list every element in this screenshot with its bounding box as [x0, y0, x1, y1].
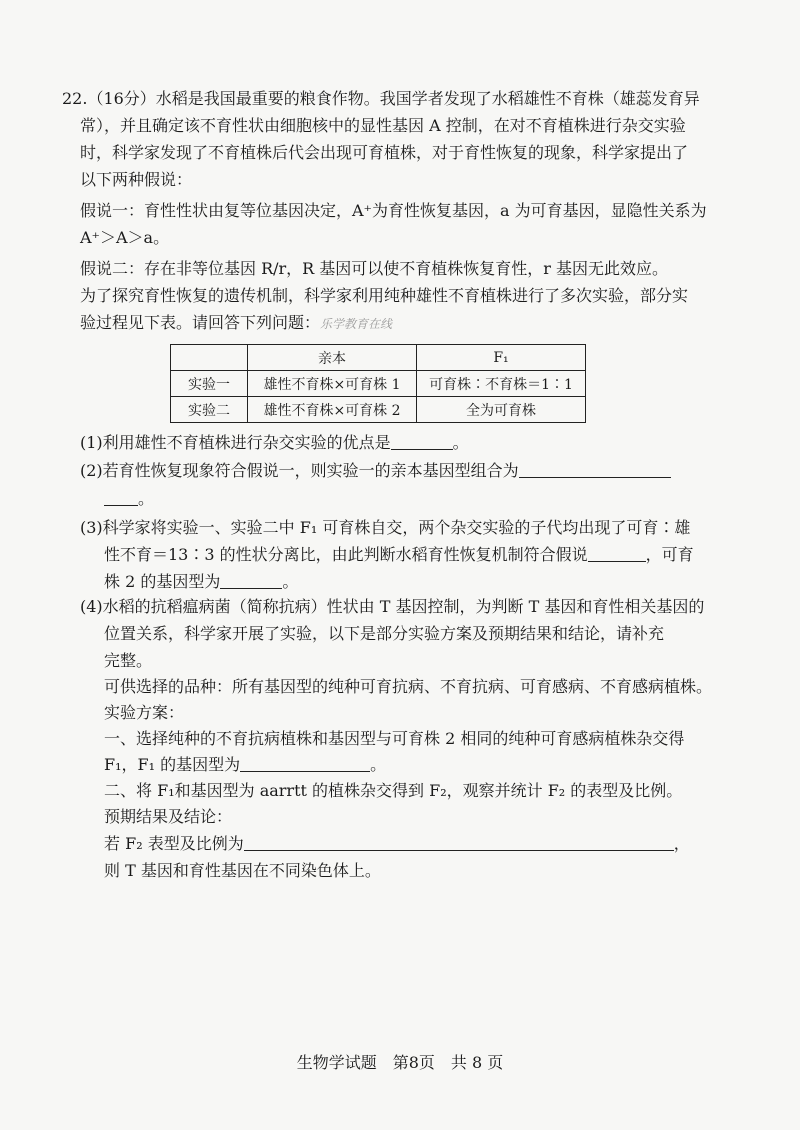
expected-result-text: 若 F₂ 表型及比例为: [104, 834, 244, 853]
table-row: [171, 397, 586, 423]
question-intro-line-2: 常），并且确定该不育性状由细胞核中的显性基因 A 控制，在对不育植株进行杂交实验: [80, 116, 686, 135]
hypothesis-two: 假说二：存在非等位基因 R/r，R 基因可以使不育植株恢复育性，r 基因无此效应。: [80, 259, 669, 278]
footer-subject: 生物学试题: [296, 1053, 377, 1072]
footer-total: 共 8 页: [450, 1053, 504, 1072]
table-header-cell: F₁: [417, 345, 586, 371]
sub-question-3-line-2: [104, 544, 724, 566]
hypothesis-one-line-2: A⁺＞A＞a。: [80, 228, 170, 247]
sub-question-4-line-1: (4)水稻的抗稻瘟病菌（简称抗病）性状由 T 基因控制，为判断 T 基因和育性相关基因的: [80, 597, 705, 616]
answer-blank[interactable]: [240, 755, 370, 772]
punctuation: 。: [370, 755, 387, 774]
watermark: 乐学教育在线: [320, 317, 393, 331]
plan-step-2: 二、将 F₁和基因型为 aarrtt 的植株杂交得到 F₂，观察并统计 F₂ 的表型及比例。: [104, 781, 683, 800]
page-footer: [0, 1050, 800, 1073]
plan-step-1-text: F₁，F₁ 的基因型为: [104, 755, 241, 774]
sub-question-2-cont: [104, 488, 724, 510]
footer-page: 第8页: [392, 1053, 435, 1072]
answer-blank[interactable]: [519, 461, 671, 478]
experiment-intro-line-1: 为了探究育性恢复的遗传机制，科学家利用纯种雄性不育植株进行了多次实验，部分实: [80, 286, 689, 305]
sub-question-3-text: 性不育＝13∶3 的性状分离比，由此判断水稻育性恢复机制符合假说: [104, 545, 588, 564]
punctuation: ，: [673, 834, 690, 853]
plan-step-1: 一、选择纯种的不育抗病植株和基因型与可育株 2 相同的纯种可育感病植株杂交得: [104, 729, 685, 748]
table-cell: 雄性不育株×可育株 1: [248, 371, 417, 397]
available-varieties: 可供选择的品种：所有基因型的纯种可育抗病、不育抗病、可育感病、不育感病植株。: [104, 677, 713, 696]
table-row: [171, 371, 586, 397]
table-cell: 实验一: [171, 371, 248, 397]
sub-question-2: [80, 460, 700, 482]
conclusion-line: 则 T 基因和育性基因在不同染色体上。: [104, 861, 381, 880]
punctuation: 。: [452, 433, 469, 452]
sub-question-3-line-1: (3)科学家将实验一、实验二中 F₁ 可育株自交，两个杂交实验的子代均出现了可育∶雄: [80, 518, 691, 537]
punctuation: 。: [138, 489, 155, 508]
answer-blank[interactable]: [104, 489, 138, 506]
plan-step-1-cont: [104, 754, 724, 776]
table-cell: 可育株∶不育株＝1∶1: [417, 371, 586, 397]
experiment-plan-heading: 实验方案：: [104, 703, 185, 722]
expected-results-heading: 预期结果及结论：: [104, 807, 233, 826]
experiment-table: [170, 344, 586, 423]
sub-question-4-line-2: 位置关系，科学家开展了实验，以下是部分实验方案及预期结果和结论，请补充: [104, 624, 665, 643]
question-intro-line-3: 时，科学家发现了不育植株后代会出现可育植株，对于育性恢复的现象，科学家提出了: [80, 143, 689, 162]
sub-question-2-text: (2)若育性恢复现象符合假说一，则实验一的亲本基因型组合为: [80, 461, 519, 480]
punctuation: 。: [282, 572, 299, 591]
sub-question-1: [80, 432, 700, 454]
sub-question-4-line-3: 完整。: [104, 651, 153, 670]
experiment-intro-text: 验过程见下表。请回答下列问题：: [80, 313, 321, 332]
sub-question-3-text-end: ，可育: [645, 545, 694, 564]
sub-question-1-text: (1)利用雄性不育植株进行杂交实验的优点是: [80, 433, 391, 452]
sub-question-3-line-3: [104, 571, 724, 593]
table-cell: 雄性不育株×可育株 2: [248, 397, 417, 423]
question-intro-line-4: 以下两种假说：: [80, 170, 193, 189]
answer-blank[interactable]: [220, 572, 282, 589]
sub-question-3-text: 株 2 的基因型为: [104, 572, 221, 591]
answer-blank[interactable]: [244, 834, 674, 851]
table-cell: 实验二: [171, 397, 248, 423]
expected-result-line: [104, 833, 704, 855]
experiment-intro-line-2: [80, 312, 700, 335]
table-header-cell: 亲本: [248, 345, 417, 371]
table-cell: 全为可育株: [417, 397, 586, 423]
hypothesis-one-line-1: 假说一：育性性状由复等位基因决定，A⁺为育性恢复基因，a 为可育基因，显隐性关系为: [80, 201, 707, 220]
answer-blank[interactable]: [588, 545, 646, 562]
table-header-row: [171, 345, 586, 371]
table-header-cell: [171, 345, 248, 371]
question-intro-line-1: 22.（16分）水稻是我国最重要的粮食作物。我国学者发现了水稻雄性不育株（雄蕊发育异: [62, 89, 700, 108]
answer-blank[interactable]: [391, 433, 453, 450]
